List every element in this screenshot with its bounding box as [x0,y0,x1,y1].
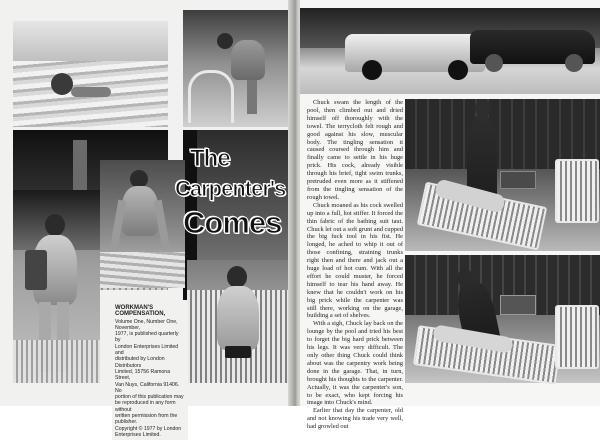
caption-line: distributed by London Distributors [115,356,165,369]
title-word-the: The [190,145,230,172]
caption-line: Volume One, Number One, November, [115,318,178,331]
man-on-lounger-photo [187,260,291,383]
title-word-comes: Comes [183,205,282,240]
caption-line: Enterprises Limited. [115,431,161,438]
article-paragraph: Chuck swam the length of the pool, then climbed out and dried himself off thoroughly with the towel. The terrycloth felt rough and good against his slow, muscular body. The tingling sensation it caused coursed through him and finally came to settle in his huge prick. His cock, already visible through his brief, tight swim trunks, pretruded even more as it stiffened from the tingling sensation of the rough towel. [307,99,403,201]
carpenter-leaning-photo [405,255,600,383]
article-paragraph: Earlier that day the carpenter, old and not knowing his trade very well, had growled out [307,407,403,431]
article-paragraph: With a sigh, Chuck lay back on the lounge by the pool and tried his best to forget the big hard prick between his legs. It was very difficult. The only other thing Chuck could think about was the carpentry work being done in the garage. That, in turn, brought his thoughts to the carpenter. Actually, it was the carpenter's son, to be exact, who kept forcing his image into Chuck's mind. [307,320,403,407]
man-crouching-photo [100,160,185,288]
article-text [307,99,403,431]
right-page [300,0,600,431]
poolside-man-photo [183,10,291,127]
caption-line: written permission from the publisher. [115,413,178,426]
caption-line: portion of this publication may [115,394,184,401]
carpenter-with-toolbox-photo [405,99,600,251]
swimmer-photo [13,21,168,127]
publication-caption [112,303,188,440]
caption-line: Limited, 15756 Ramona Street, [115,368,171,382]
caption-line: London Enterprises Limited and [115,343,179,357]
parked-cars-photo [300,8,600,94]
title-word-carpenters: Carpenter's [175,176,286,201]
caption-line: Van Nuys, California 91406. No [115,381,180,394]
article-paragraph: Chuck moaned as his cock swelled up into a full, hot stiffer. It forced the thin fabric of the bathing suit taut. Chuck let out a soft grunt and cupped the big fuck tool in his fist. He longed, he ached to whip it out of those confining, straining trunks right then and there and jack out a huge load of hot cum. With all the effort he could muster, he forced himself to tear his hand away. He knew that he couldn't work on his big prick while the carpenter was still there, working on the garage, building a set of shelves. [307,201,404,320]
caption-line: Copyright © 1977 by London [115,425,182,432]
caption-line: 1977, is published quarterly by [115,331,179,344]
man-with-towel-photo [13,190,100,383]
caption-line: be reproduced in any form without [115,400,176,413]
caption-heading: WORKMAN'S COMPENSATION, [115,305,166,318]
left-page [0,0,292,438]
